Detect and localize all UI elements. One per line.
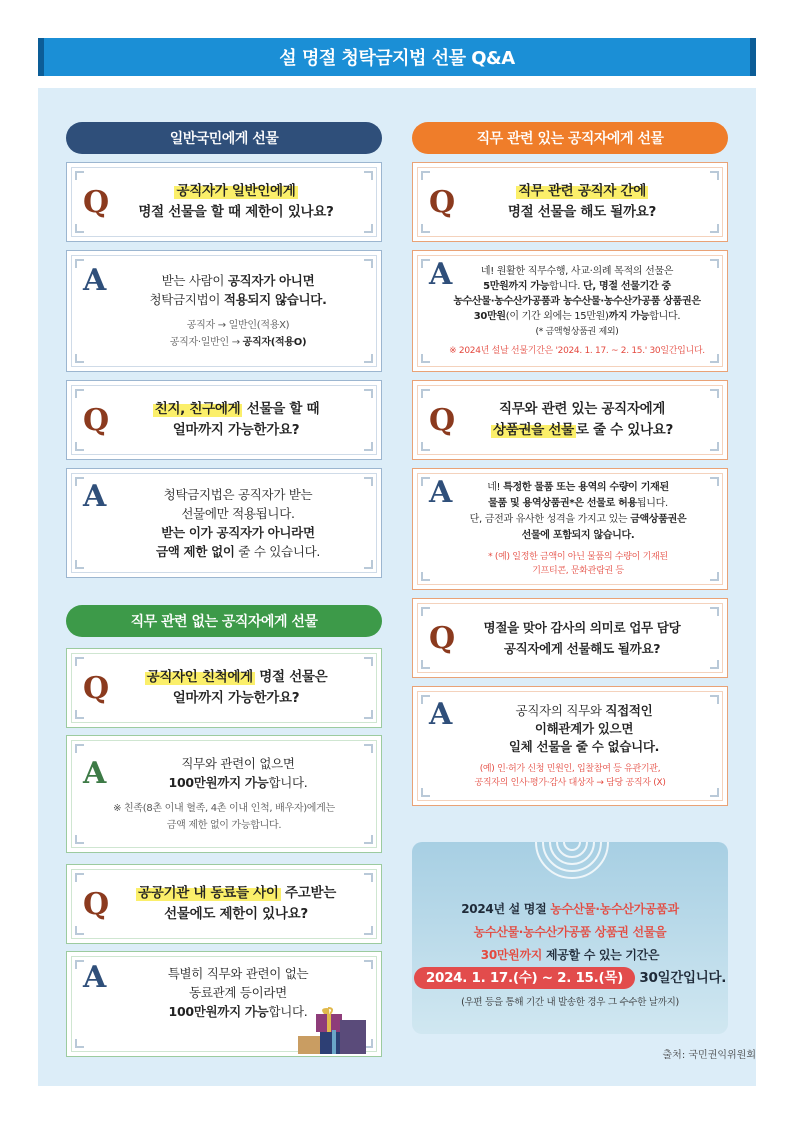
question-letter: Q	[83, 670, 110, 706]
question-text: 직무 관련 공직자 간에 명절 선물을 해도 될까요?	[507, 183, 657, 220]
answer-text: 공직자의 직무와 직접적인 이해관계가 있으면 일체 선물을 줄 수 없습니다. (예) 인·허가 신청 민원인, 입찰참여 등 유관기관, 공직자의 인사·평가·감사 대상자 → 담당 공직자 (X)	[474, 703, 666, 788]
qa-card-general-a1	[66, 250, 382, 372]
question-letter: Q	[429, 402, 456, 438]
qa-card-related-q3	[412, 598, 728, 678]
qa-card-related-q1	[412, 162, 728, 242]
answer-letter: A	[83, 479, 107, 514]
source-credit: 출처: 국민권익위원회	[662, 1050, 756, 1061]
answer-letter: A	[83, 960, 107, 995]
qa-card-related-a1	[412, 250, 728, 372]
wave-pattern-decoration	[532, 842, 612, 882]
answer-text: 네! 원활한 직무수행, 사교·의례 목적의 선물은 5만원까지 가능합니다. 단, 명절 선물기간 중 농수산물·농수산가공품과 농수산물·농수산가공품 상품권은 30만원(이 기간 외에는 15만원)까지 가능합니다. (* 금액형상품권 제외) ※ 2024년 설날 선물기간은 '2024. 1. 17. ~ 2. 15.' 30일간입니다.	[449, 265, 705, 356]
qa-card-related-a2	[412, 468, 728, 590]
question-text: 명절을 맞아 감사의 의미로 업무 담당 공직자에게 선물해도 될까요?	[483, 620, 681, 656]
question-text: 공공기관 내 동료들 사이 주고받는 선물에도 제한이 있나요?	[138, 885, 336, 922]
answer-text: 특별히 직무와 관련이 없는 동료관계 등이라면 100만원까지 가능합니다.	[167, 966, 309, 1019]
qa-card-general-q1	[66, 162, 382, 242]
question-letter: Q	[83, 886, 110, 922]
qa-card-general-q2	[66, 380, 382, 460]
qa-card-general-a2	[66, 468, 382, 578]
qa-card-related-a3	[412, 686, 728, 806]
section-related: 직무 관련 있는 공직자에게 선물	[412, 122, 728, 154]
section-unrelated: 직무 관련 없는 공직자에게 선물	[66, 605, 382, 637]
section-general: 일반국민에게 선물	[66, 122, 382, 154]
qa-card-unrelated-a1	[66, 735, 382, 853]
question-letter: Q	[429, 184, 456, 220]
date-badge: 2024. 1. 17.(수) ~ 2. 15.(목)	[414, 967, 635, 989]
answer-letter: A	[83, 263, 107, 298]
question-text: 직무와 관련 있는 공직자에게 상품권을 선물 로 줄 수 있나요?	[492, 401, 674, 438]
question-letter: Q	[83, 184, 110, 220]
question-letter: Q	[429, 620, 456, 656]
gift-boxes-illustration	[296, 1006, 370, 1056]
qa-card-unrelated-q2	[66, 864, 382, 944]
question-text: 친지, 친구에게 선물을 할 때 얼마까지 가능한가요?	[154, 401, 320, 438]
answer-text: 직무와 관련이 없으면 100만원까지 가능합니다. ※ 친족(8촌 이내 혈족, 4촌 이내 인척, 배우자)에게는 금액 제한 없이 가능합니다.	[113, 756, 335, 831]
question-letter: Q	[83, 402, 110, 438]
answer-letter: A	[429, 257, 453, 292]
qa-card-unrelated-q1	[66, 648, 382, 728]
answer-letter: A	[429, 475, 453, 510]
answer-text: 받는 사람이 공직자가 아니면 청탁금지법이 적용되지 않습니다. 공직자 → 일반인(적용X) 공직자·일반인 → 공직자(적용O)	[149, 273, 327, 348]
answer-text: 네! 특정한 물품 또는 용역의 수량이 기재된 물품 및 용역상품권*은 선물로 허용됩니다. 단, 금전과 유사한 성격을 가지고 있는 금액상품권은 선물에 포함되지 않습니다. * (예) 일정한 금액이 아닌 물품의 수량이 기재된 기프티콘, 문화관람권 등	[469, 482, 687, 576]
question-text: 공직자가 일반인에게 명절 선물을 할 때 제한이 있나요?	[138, 183, 334, 220]
question-text: 공직자인 친척에게 명절 선물은 얼마까지 가능한가요?	[146, 669, 328, 706]
answer-text: 청탁금지법은 공직자가 받는 선물에만 적용됩니다. 받는 이가 공직자가 아니라면 금액 제한 없이 줄 수 있습니다.	[155, 487, 321, 559]
notice-box: 2024년 설 명절 농수산물·농수산가공품과 농수산물·농수산가공품 상품권 선물을 30만원까지 제공할 수 있는 기간은 2024. 1. 17.(수) ~ 2. 15.(목) 30일간입니다. (우편 등을 통해 기간 내 발송한 경우 그 수수한 날까지)	[412, 842, 728, 1034]
page-title: 설 명절 청탁금지법 선물 Q&A	[38, 38, 756, 76]
qa-card-related-q2	[412, 380, 728, 460]
answer-letter: A	[83, 756, 107, 791]
answer-letter: A	[429, 697, 453, 732]
